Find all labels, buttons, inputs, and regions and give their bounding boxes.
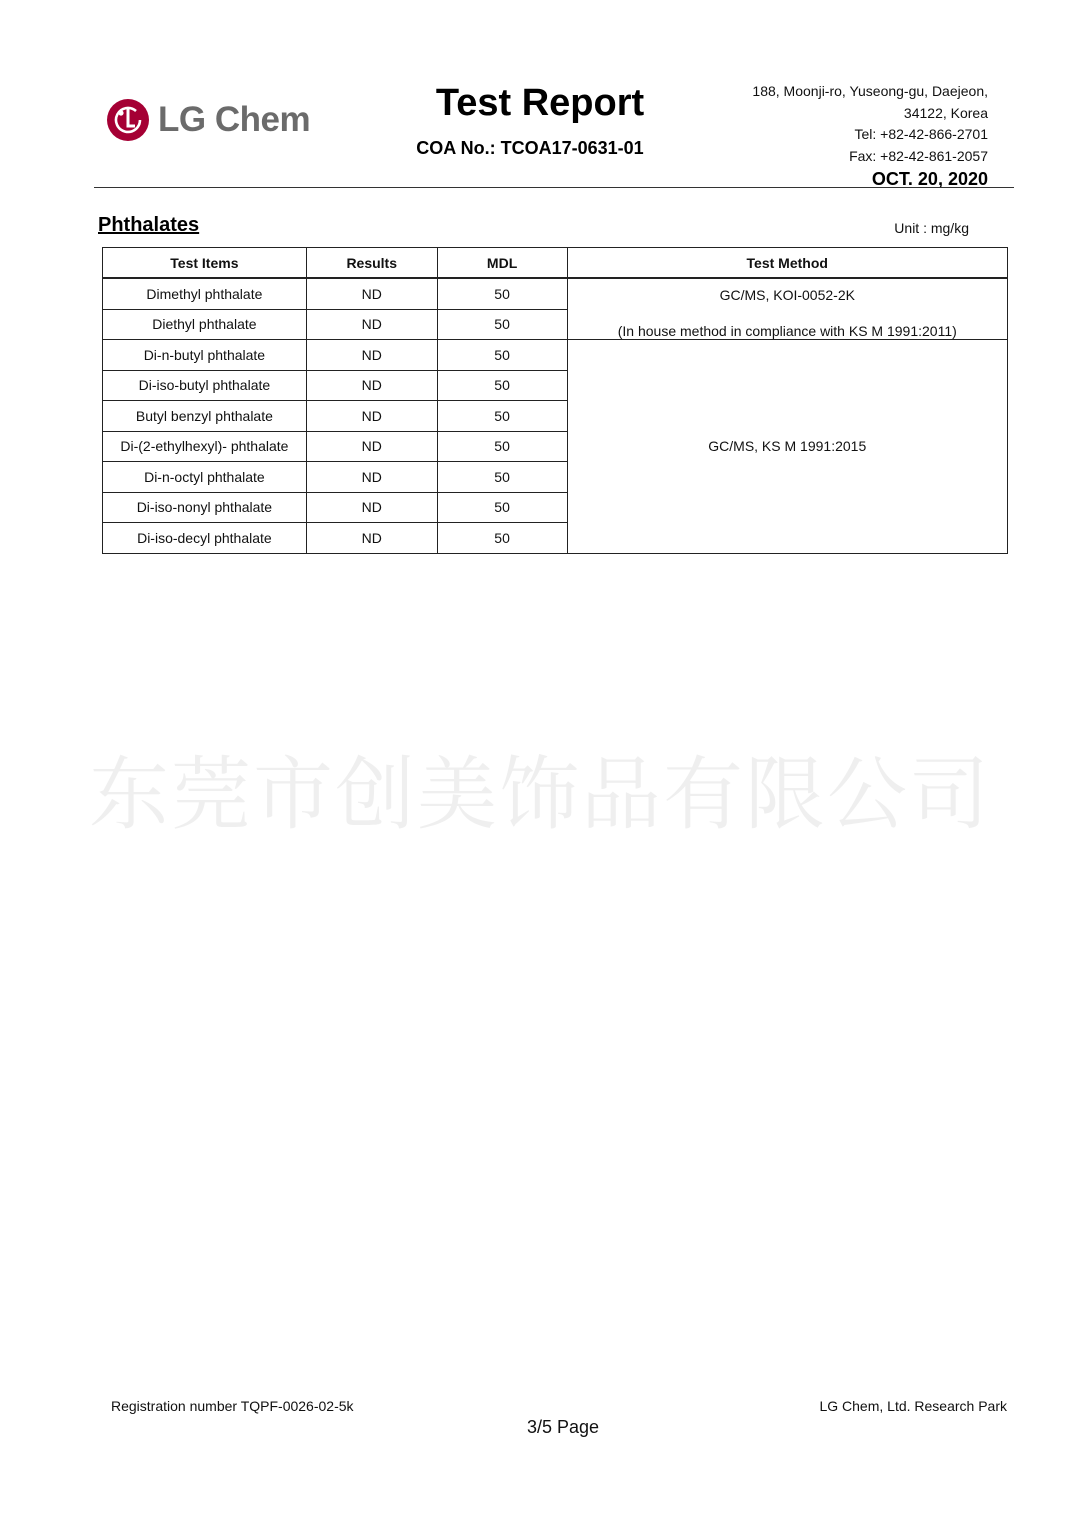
test-item-cell: Dimethyl phthalate [103,278,307,309]
test-item-cell: Diethyl phthalate [103,309,307,340]
test-method-line2: (In house method in compliance with KS M 1991:2011) [617,323,957,339]
test-method-cell [567,278,1007,340]
header-test-items: Test Items [103,248,307,279]
header-mdl: MDL [437,248,567,279]
lg-chem-logo [106,98,310,142]
test-item-cell: Di-iso-butyl phthalate [103,370,307,401]
company-footer: LG Chem, Ltd. Research Park [819,1398,1007,1414]
registration-number: Registration number TQPF-0026-02-5k [111,1398,354,1414]
coa-label: COA No. [416,138,490,158]
report-title: Test Report [435,82,645,124]
result-cell: ND [306,492,437,523]
result-cell: ND [306,340,437,371]
test-method-cell: GC/MS, KS M 1991:2015 [567,340,1007,554]
logo-text: LG Chem [158,100,311,139]
result-cell: ND [306,462,437,493]
result-cell: ND [306,431,437,462]
mdl-cell: 50 [437,370,567,401]
tel-line: Tel: +82-42-866-2701 [854,126,988,142]
result-cell: ND [306,370,437,401]
table-header-row [103,248,1008,279]
test-item-cell: Di-iso-nonyl phthalate [103,492,307,523]
header-divider [94,187,1014,188]
mdl-cell: 50 [437,462,567,493]
header-results: Results [306,248,437,279]
lg-face-icon [106,98,150,142]
mdl-cell: 50 [437,431,567,462]
company-address [752,81,988,191]
test-method-line1: GC/MS, KOI-0052-2K [719,287,855,303]
unit-label: Unit : mg/kg [894,220,969,236]
result-cell: ND [306,309,437,340]
test-item-cell: Di-iso-decyl phthalate [103,523,307,554]
coa-value: : TCOA17-0631-01 [489,138,644,158]
page-number: 3/5 Page [526,1417,600,1437]
address-line1: 188, Moonji-ro, Yuseong-gu, Daejeon, [752,83,988,99]
results-table [102,247,1008,554]
result-cell: ND [306,278,437,309]
fax-line: Fax: +82-42-861-2057 [849,147,988,164]
mdl-cell: 50 [437,492,567,523]
mdl-cell: 50 [437,401,567,432]
test-item-cell: Di-n-butyl phthalate [103,340,307,371]
mdl-cell: 50 [437,340,567,371]
coa-number [380,138,680,159]
header-test-method: Test Method [567,248,1007,279]
mdl-cell: 50 [437,278,567,309]
table-row [103,340,1008,371]
mdl-cell: 50 [437,309,567,340]
address-line2: 34122, Korea [903,104,988,121]
watermark-text: 东莞市创美饰品有限公司 [89,748,991,841]
result-cell: ND [306,401,437,432]
test-item-cell: Di-n-octyl phthalate [103,462,307,493]
report-date: OCT. 20, 2020 [871,169,988,189]
table-row [103,278,1008,309]
test-item-cell: Di-(2-ethylhexyl)- phthalate [103,431,307,462]
test-item-cell: Butyl benzyl phthalate [103,401,307,432]
result-cell: ND [306,523,437,554]
section-title: Phthalates [98,214,200,236]
mdl-cell: 50 [437,523,567,554]
